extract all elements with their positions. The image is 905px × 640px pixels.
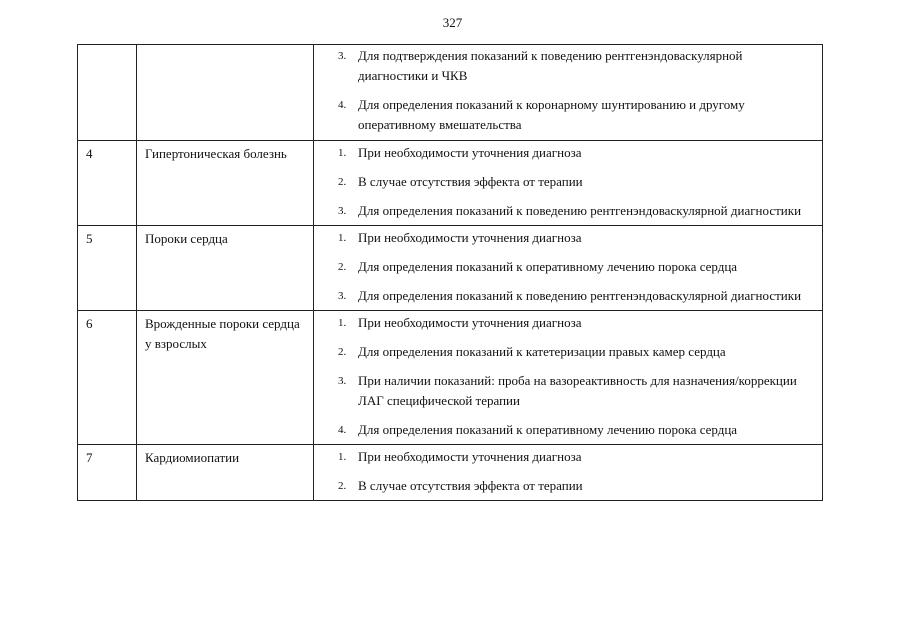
- item-text: При необходимости уточнения диагноза: [358, 145, 582, 160]
- disease-cell: Врожденные пороки сердца у взрослых: [137, 311, 314, 445]
- reasons-cell: [314, 226, 823, 311]
- table-row: [78, 141, 823, 226]
- item-text: При необходимости уточнения диагноза: [358, 315, 582, 330]
- item-number: 3.: [338, 375, 347, 387]
- item-number: 1.: [338, 451, 347, 463]
- list-item: [314, 201, 822, 221]
- list-item: [314, 371, 822, 411]
- list-item: [314, 228, 822, 248]
- table-row: [78, 445, 823, 501]
- item-number: 1.: [338, 147, 347, 159]
- item-number: 1.: [338, 317, 347, 329]
- list-item: [314, 46, 822, 86]
- row-number-cell: 6: [78, 311, 137, 445]
- list-item: [314, 420, 822, 440]
- reasons-list: [314, 445, 822, 500]
- reasons-list: [314, 311, 822, 444]
- item-text: Для определения показаний к поведению рентгенэндоваскулярной диагностики: [358, 288, 802, 303]
- disease-cell: Пороки сердца: [137, 226, 314, 311]
- item-text: Для определения показаний к коронарному шунтированию и другому оперативному вмешательства: [358, 97, 745, 132]
- indications-table: [77, 44, 823, 501]
- row-number-cell: 7: [78, 445, 137, 501]
- list-item: [314, 342, 822, 362]
- item-text: При наличии показаний: проба на вазореактивность для назначения/коррекции ЛАГ специфической терапии: [358, 373, 797, 408]
- item-number: 2.: [338, 480, 347, 492]
- item-text: Для подтверждения показаний к поведению рентгенэндоваскулярной диагностики и ЧКВ: [358, 48, 743, 83]
- item-text: При необходимости уточнения диагноза: [358, 230, 582, 245]
- reasons-cell: [314, 45, 823, 141]
- reasons-list: [314, 226, 822, 310]
- table-row: [78, 45, 823, 141]
- item-number: 2.: [338, 261, 347, 273]
- list-item: [314, 143, 822, 163]
- reasons-list: [314, 45, 822, 140]
- item-number: 1.: [338, 232, 347, 244]
- list-item: [314, 286, 822, 306]
- row-number-cell: [78, 45, 137, 141]
- item-text: Для определения показаний к оперативному лечению порока сердца: [358, 422, 738, 437]
- row-number-cell: 5: [78, 226, 137, 311]
- item-number: 3.: [338, 50, 347, 62]
- item-text: В случае отсутствия эффекта от терапии: [358, 174, 583, 189]
- disease-cell: [137, 45, 314, 141]
- list-item: [314, 313, 822, 333]
- list-item: [314, 476, 822, 496]
- item-text: При необходимости уточнения диагноза: [358, 449, 582, 464]
- row-number-cell: 4: [78, 141, 137, 226]
- item-text: Для определения показаний к поведению рентгенэндоваскулярной диагностики: [358, 203, 802, 218]
- item-number: 3.: [338, 290, 347, 302]
- reasons-list: [314, 141, 822, 225]
- item-text: Для определения показаний к катетеризации правых камер сердца: [358, 344, 726, 359]
- disease-cell: Кардиомиопатии: [137, 445, 314, 501]
- table-row: [78, 226, 823, 311]
- list-item: [314, 257, 822, 277]
- table-row: [78, 311, 823, 445]
- item-number: 3.: [338, 205, 347, 217]
- list-item: [314, 95, 822, 135]
- item-text: Для определения показаний к оперативному лечению порока сердца: [358, 259, 738, 274]
- item-text: В случае отсутствия эффекта от терапии: [358, 478, 583, 493]
- item-number: 4.: [338, 424, 347, 436]
- reasons-cell: [314, 311, 823, 445]
- page-number: 327: [442, 15, 463, 30]
- item-number: 2.: [338, 176, 347, 188]
- reasons-cell: [314, 141, 823, 226]
- reasons-cell: [314, 445, 823, 501]
- item-number: 2.: [338, 346, 347, 358]
- item-number: 4.: [338, 99, 347, 111]
- disease-cell: Гипертоническая болезнь: [137, 141, 314, 226]
- list-item: [314, 447, 822, 467]
- list-item: [314, 172, 822, 192]
